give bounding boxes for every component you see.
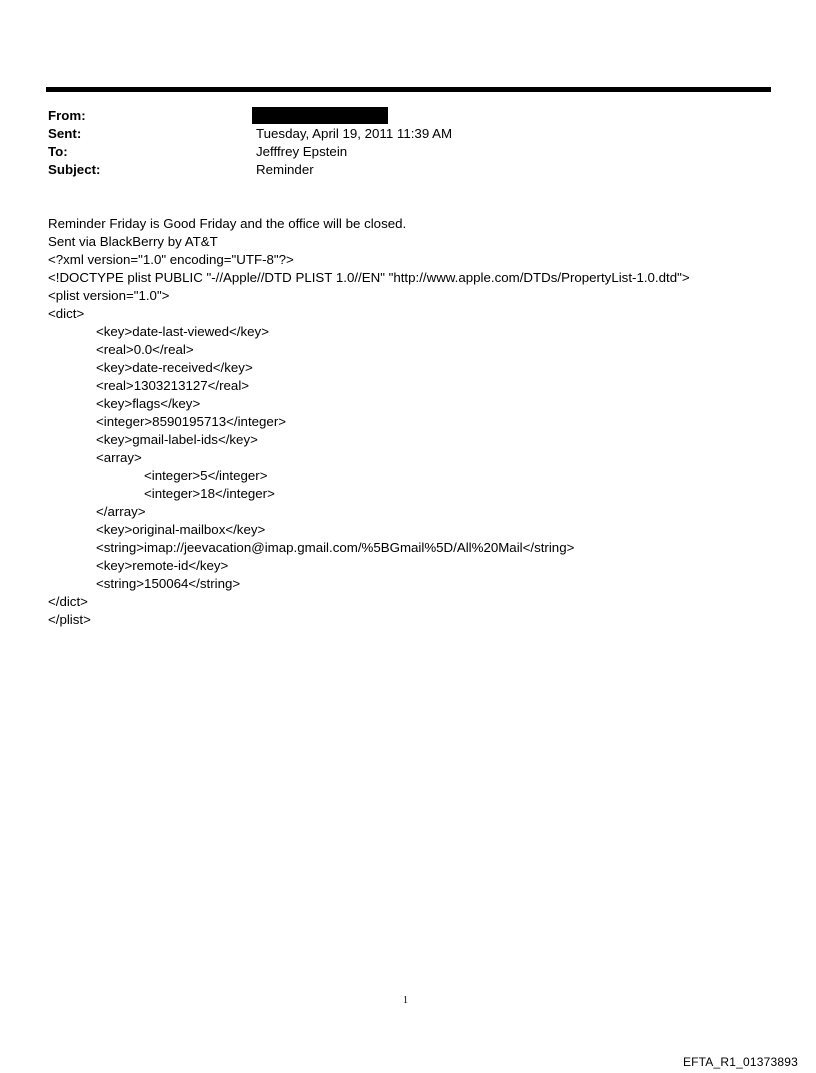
body-line: <integer>8590195713</integer>: [96, 414, 287, 429]
to-value: Jefffrey Epstein: [256, 144, 348, 159]
body-line: <!DOCTYPE plist PUBLIC "-//Apple//DTD PLIST 1.0//EN" "http://www.apple.com/DTDs/PropertyList-1.0.dtd">: [48, 270, 690, 285]
body-line: </dict>: [48, 594, 88, 609]
header-rule: [46, 87, 771, 92]
body-line: <key>original-mailbox</key>: [96, 522, 266, 537]
sent-value: Tuesday, April 19, 2011 11:39 AM: [256, 126, 453, 141]
body-line: <string>imap://jeevacation@imap.gmail.com/%5BGmail%5D/All%20Mail</string>: [96, 540, 575, 555]
sent-label: Sent:: [48, 126, 82, 141]
body-line: </plist>: [48, 612, 91, 627]
body-line: </array>: [96, 504, 146, 519]
body-line: <?xml version="1.0" encoding="UTF-8"?>: [48, 252, 294, 267]
body-line: Reminder Friday is Good Friday and the office will be closed.: [48, 216, 407, 231]
to-label: To:: [48, 144, 68, 159]
body-line: <array>: [96, 450, 142, 465]
body-line: <key>date-received</key>: [96, 360, 253, 375]
body-line: <integer>18</integer>: [144, 486, 275, 501]
bates-number: EFTA_R1_01373893: [682, 1055, 798, 1069]
body-line: <dict>: [48, 306, 85, 321]
subject-value: Reminder: [256, 162, 314, 177]
body-line: Sent via BlackBerry by AT&T: [48, 234, 218, 249]
page-number: 1: [403, 995, 408, 1006]
subject-label: Subject:: [48, 162, 101, 177]
body-line: <string>150064</string>: [96, 576, 241, 591]
redaction-box: [252, 107, 388, 124]
body-line: <integer>5</integer>: [144, 468, 268, 483]
body-line: <real>0.0</real>: [96, 342, 194, 357]
body-line: <key>remote-id</key>: [96, 558, 229, 573]
message-body: [48, 215, 690, 629]
from-label: From:: [48, 108, 86, 123]
body-line: <key>gmail-label-ids</key>: [96, 432, 258, 447]
body-line: <real>1303213127</real>: [96, 378, 250, 393]
body-line: <key>date-last-viewed</key>: [96, 324, 269, 339]
body-line: <key>flags</key>: [96, 396, 201, 411]
body-line: <plist version="1.0">: [48, 288, 170, 303]
